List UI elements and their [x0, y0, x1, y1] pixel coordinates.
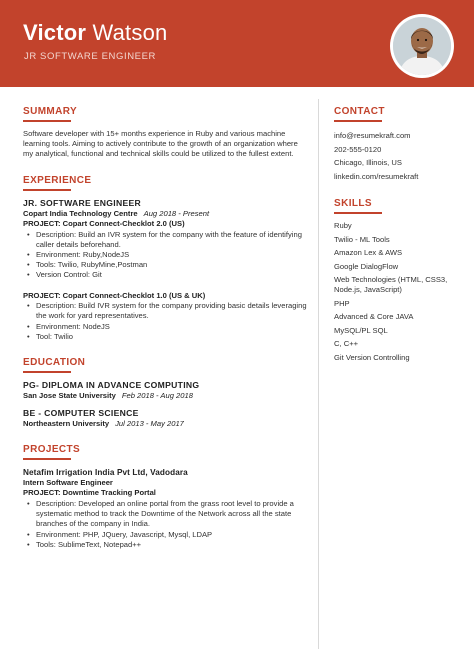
company-line [23, 209, 309, 220]
job-role: JR SOFTWARE ENGINEER [24, 51, 156, 62]
experience-heading: EXPERIENCE [23, 174, 92, 186]
project-title: PROJECT: Copart Connect-Checklot 2.0 (US) [23, 219, 185, 229]
list-item: • Tool: Twilio [23, 332, 309, 342]
project-bullets [23, 301, 309, 342]
summary-section [23, 106, 309, 160]
list-item: • Description: Build IVR system for the company providing basic details leveraging the work for yard representatives. [23, 301, 309, 321]
phone-number: 202-555-0120 [334, 144, 382, 154]
list-item: Amazon Lex & AWS [334, 248, 403, 257]
section-underline [23, 458, 71, 460]
list-item: • Tools: SublimeText, Notepad++ [23, 540, 309, 550]
contact-section [334, 106, 462, 183]
section-underline [334, 212, 382, 214]
section-underline [23, 371, 71, 373]
avatar [390, 14, 454, 78]
project-title: PROJECT: Copart Connect-Checklot 1.0 (US & UK) [23, 290, 206, 300]
job-title: JR. SOFTWARE ENGINEER [23, 197, 142, 208]
project-bullets [23, 499, 309, 550]
project-title: PROJECT: Downtime Tracking Portal [23, 488, 156, 498]
profile-photo [393, 17, 451, 75]
column-divider [318, 99, 319, 649]
skills-section [334, 198, 462, 363]
project-role: Intern Software Engineer [23, 477, 113, 487]
education-heading: EDUCATION [23, 356, 86, 368]
education-dates: Feb 2018 - Aug 2018 [121, 390, 193, 400]
list-item: Git Version Controlling [334, 352, 410, 362]
profile-photo-icon [393, 17, 451, 75]
summary-heading: SUMMARY [23, 106, 78, 117]
list-item: • Description: Build an IVR system for the company with the feature of identifying caller details beforehand. [23, 230, 309, 250]
list-item: Google DialogFlow [334, 261, 399, 271]
list-item: Twilio - ML Tools [334, 234, 390, 244]
school-name: San Jose State University [23, 390, 116, 400]
list-item: • Environment: NodeJS [23, 322, 309, 332]
project-company: Netafim Irrigation India Pvt Ltd, Vadodara [23, 467, 188, 477]
contact-heading: CONTACT [334, 106, 385, 117]
summary-text: Software developer with 15+ months experience in Ruby and various machine learning tools. Aiming to actively contribute to the growth of an organization where my analytical, functional and technical skills could be utilized to the fullest extent. [23, 129, 298, 159]
school-name: Northeastern University [23, 419, 110, 429]
email-link[interactable]: info@resumekraft.com [334, 131, 411, 140]
section-underline [23, 120, 71, 122]
project-bullets [23, 230, 309, 281]
list-item: Web Technologies (HTML, CSS3, Node.js, JavaScript) [334, 275, 448, 295]
job-dates: Aug 2018 - Present [143, 208, 210, 218]
main-column [23, 106, 309, 550]
section-underline [334, 120, 382, 122]
list-item: • Version Control: Git [23, 270, 309, 280]
candidate-name [23, 20, 167, 46]
list-item: MySQL/PL SQL [334, 325, 388, 335]
location: Chicago, Illinois, US [334, 158, 402, 167]
section-underline [23, 189, 71, 191]
degree-title: PG- DIPLOMA IN ADVANCE COMPUTING [23, 379, 200, 390]
first-name: Victor [23, 20, 87, 45]
list-item: Advanced & Core JAVA [334, 312, 414, 322]
experience-section [23, 175, 309, 342]
list-item: PHP [334, 298, 350, 308]
education-dates: Jul 2013 - May 2017 [115, 419, 184, 429]
header-banner [0, 0, 474, 87]
last-name: Watson [92, 20, 168, 45]
school-line [23, 391, 309, 402]
school-line [23, 419, 309, 430]
list-item: C, C++ [334, 339, 359, 349]
list-item: • Environment: Ruby,NodeJS [23, 250, 309, 260]
company-name: Copart India Technology Centre [23, 208, 138, 218]
list-item: • Tools: Twilio, RubyMine,Postman [23, 260, 309, 270]
list-item: • Environment: PHP, JQuery, Javascript, Mysql, LDAP [23, 530, 309, 540]
list-item: Ruby [334, 221, 352, 230]
education-section [23, 357, 309, 430]
list-item: • Description: Developed an online portal from the grass root level to provide a systematic method to track the Downtime of the Network across all the state branches of the company in India. [23, 499, 309, 530]
projects-section [23, 444, 309, 550]
skills-heading: SKILLS [334, 198, 372, 209]
linkedin-link[interactable]: linkedin.com/resumekraft [334, 171, 419, 181]
degree-title: BE - COMPUTER SCIENCE [23, 408, 139, 419]
projects-heading: PROJECTS [23, 443, 81, 455]
side-column [334, 106, 462, 366]
